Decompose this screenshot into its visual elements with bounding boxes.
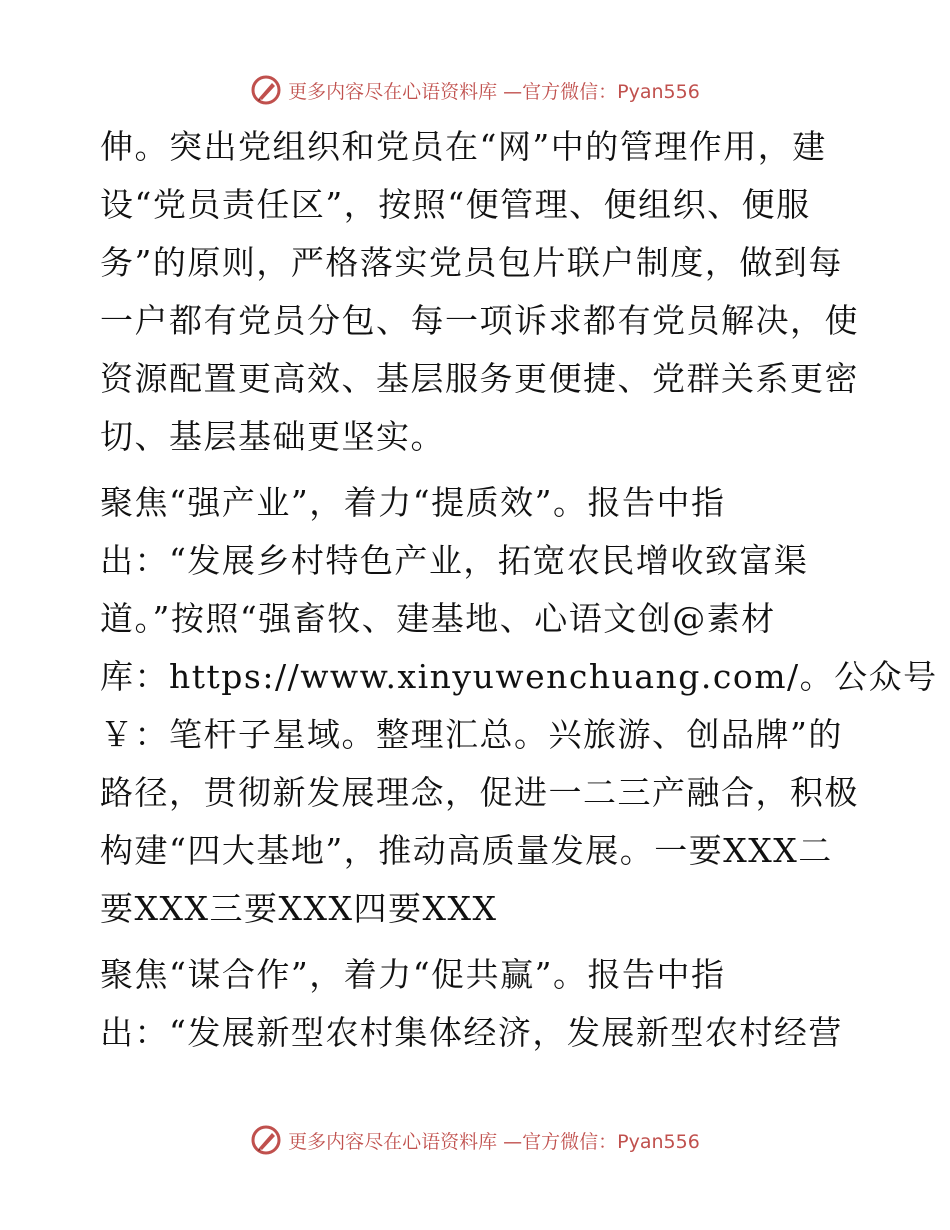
text-line: 出：“发展新型农村集体经济，发展新型农村经营 <box>100 1013 843 1052</box>
header-watermark-main: 更多内容尽在心语资料库 <box>288 80 498 103</box>
text-line: 库：https://www.xinyuwenchuang.com/。公众号 <box>100 657 938 696</box>
text-line: 伸。突出党组织和党员在“网”中的管理作用，建 <box>100 127 827 166</box>
document-body <box>100 118 938 1062</box>
text-line: 务”的原则，严格落实党员包片联户制度，做到每 <box>100 243 843 282</box>
paragraph-1 <box>100 118 860 466</box>
text-line: 聚焦“强产业”，着力“提质效”。报告中指 <box>100 483 726 522</box>
text-line: 构建“四大基地”，推动高质量发展。一要XXX二 <box>100 831 833 870</box>
text-line: 切、基层基础更坚实。 <box>100 417 445 456</box>
paragraph-2 <box>100 474 938 938</box>
header-watermark-sub: —官方微信：Pyan556 <box>503 80 700 103</box>
footer-watermark-main: 更多内容尽在心语资料库 <box>288 1130 498 1153</box>
text-line: 道。”按照“强畜牧、建基地、心语文创@素材 <box>100 599 776 638</box>
pen-logo-icon <box>250 1124 282 1156</box>
paragraph-3 <box>100 946 860 1062</box>
text-line: 设“党员责任区”，按照“便管理、便组织、便服 <box>100 185 811 224</box>
text-line: 出：“发展乡村特色产业，拓宽农民增收致富渠 <box>100 541 809 580</box>
header-watermark <box>0 70 950 110</box>
pen-logo-icon <box>250 74 282 106</box>
text-line: 一户都有党员分包、每一项诉求都有党员解决，使 <box>100 301 859 340</box>
footer-watermark <box>0 1120 950 1160</box>
text-line: 聚焦“谋合作”，着力“促共赢”。报告中指 <box>100 955 726 994</box>
text-line: ￥：笔杆子星域。整理汇总。兴旅游、创品牌”的 <box>100 715 843 754</box>
footer-watermark-sub: —官方微信：Pyan556 <box>503 1130 700 1153</box>
text-line: 路径，贯彻新发展理念，促进一二三产融合，积极 <box>100 773 859 812</box>
text-line: 资源配置更高效、基层服务更便捷、党群关系更密 <box>100 359 859 398</box>
text-line: 要XXX三要XXX四要XXX <box>100 889 498 928</box>
